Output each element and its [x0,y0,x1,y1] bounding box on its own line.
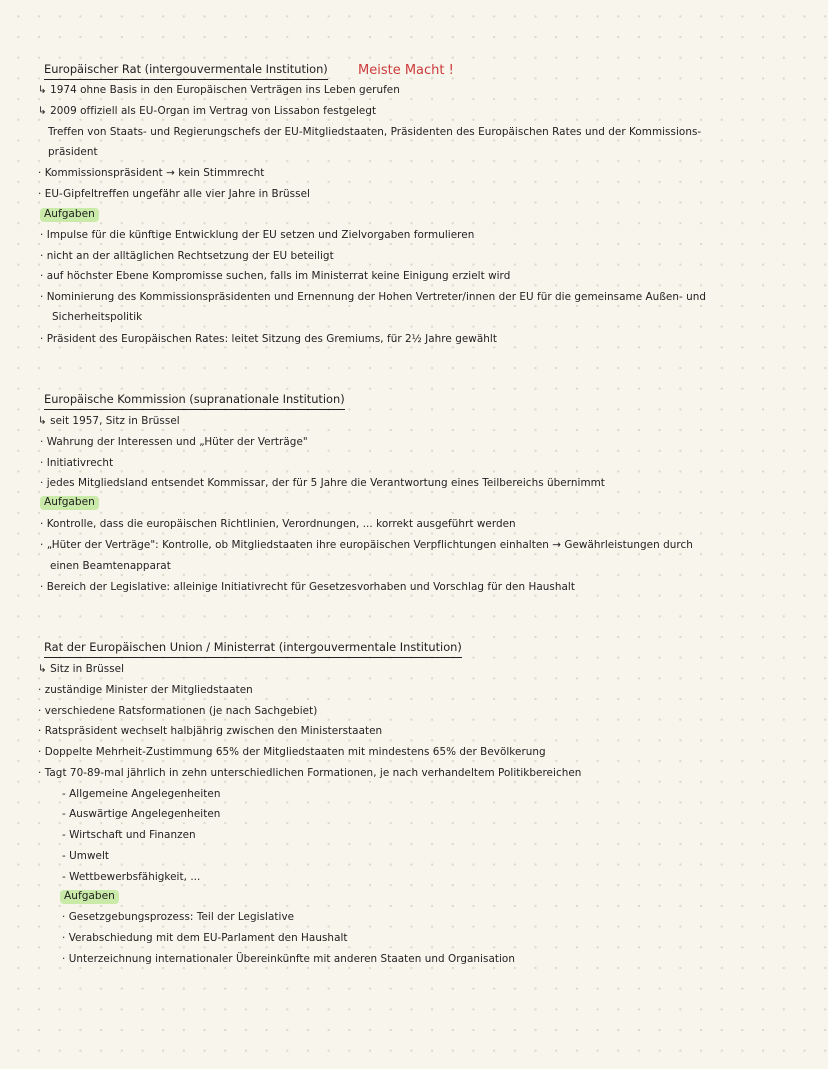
list-item: · Gesetzgebungsprozess: Teil der Legislative [62,911,295,923]
list-item: · Impulse für die künftige Entwicklung der EU setzen und Zielvorgaben formulieren [40,229,475,241]
list-item: · Bereich der Legislative: alleinige Initiativrecht für Gesetzesvorhaben und Vorschlag für den Haushalt [40,581,575,593]
list-item: · Ratspräsident wechselt halbjährig zwischen den Ministerstaaten [38,725,383,737]
list-item: · verschiedene Ratsformationen (je nach Sachgebiet) [38,705,318,717]
section-title: Rat der Europäischen Union / Ministerrat (intergouvermentale Institution) [44,640,462,658]
aufgaben-label: Aufgaben [60,890,119,904]
list-item: Sicherheitspolitik [52,311,143,323]
highlight-note: Meiste Macht ! [358,63,454,78]
list-item: präsident [48,146,98,158]
list-item: · auf höchster Ebene Kompromisse suchen, falls im Ministerrat keine Einigung erzielt wird [40,270,511,282]
list-item: einen Beamtenapparat [50,560,171,572]
list-item: · Kontrolle, dass die europäischen Richtlinien, Verordnungen, ... korrekt ausgeführt werden [40,518,516,530]
sublist-item: - Auswärtige Angelegenheiten [62,808,221,820]
sublist-item: - Umwelt [62,850,110,862]
section-title: Europäischer Rat (intergouvermentale Institution) [44,62,328,80]
section-title: Europäische Kommission (supranationale Institution) [44,392,345,410]
list-item: · Präsident des Europäischen Rates: leitet Sitzung des Gremiums, für 2½ Jahre gewählt [40,333,497,345]
sublist-item: - Wirtschaft und Finanzen [62,829,196,841]
sublist-item: - Wettbewerbsfähigkeit, ... [62,871,201,883]
list-item: ↳ seit 1957, Sitz in Brüssel [38,415,180,427]
list-item: · nicht an der alltäglichen Rechtsetzung der EU beteiligt [40,250,334,262]
list-item: ↳ 2009 offiziell als EU-Organ im Vertrag von Lissabon festgelegt [38,105,377,117]
list-item: · zuständige Minister der Mitgliedstaaten [38,684,253,696]
list-item: ↳ Sitz in Brüssel [38,663,125,675]
list-item: · jedes Mitgliedsland entsendet Kommissar, der für 5 Jahre die Verantwortung eines Teilbereichs übernimmt [40,477,605,489]
list-item: · Wahrung der Interessen und „Hüter der Verträge" [40,436,308,448]
list-item: · Tagt 70-89-mal jährlich in zehn unterschiedlichen Formationen, je nach verhandeltem Politikbereichen [38,767,582,779]
aufgaben-label: Aufgaben [40,208,99,222]
list-item: · Verabschiedung mit dem EU-Parlament den Haushalt [62,932,348,944]
list-item: · EU-Gipfeltreffen ungefähr alle vier Jahre in Brüssel [38,188,310,200]
list-item: · Unterzeichnung internationaler Übereinkünfte mit anderen Staaten und Organisation [62,953,515,965]
list-item: · Nominierung des Kommissionspräsidenten und Ernennung der Hohen Vertreter/innen der EU für die gemeinsame Außen- und [40,291,707,303]
list-item: · Kommissionspräsident → kein Stimmrecht [38,167,265,179]
list-item: · Initiativrecht [40,457,114,469]
list-item: · Doppelte Mehrheit-Zustimmung 65% der Mitgliedstaaten mit mindestens 65% der Bevölkerung [38,746,546,758]
aufgaben-label: Aufgaben [40,496,99,510]
list-item: Treffen von Staats- und Regierungschefs der EU-Mitgliedstaaten, Präsidenten des Europäischen Rates und der Kommissions- [48,126,702,138]
sublist-item: - Allgemeine Angelegenheiten [62,788,221,800]
list-item: · „Hüter der Verträge": Kontrolle, ob Mitgliedstaaten ihre europäischen Verpflichtungen einhalten → Gewährleistungen durch [40,539,693,551]
list-item: ↳ 1974 ohne Basis in den Europäischen Verträgen ins Leben gerufen [38,84,400,96]
